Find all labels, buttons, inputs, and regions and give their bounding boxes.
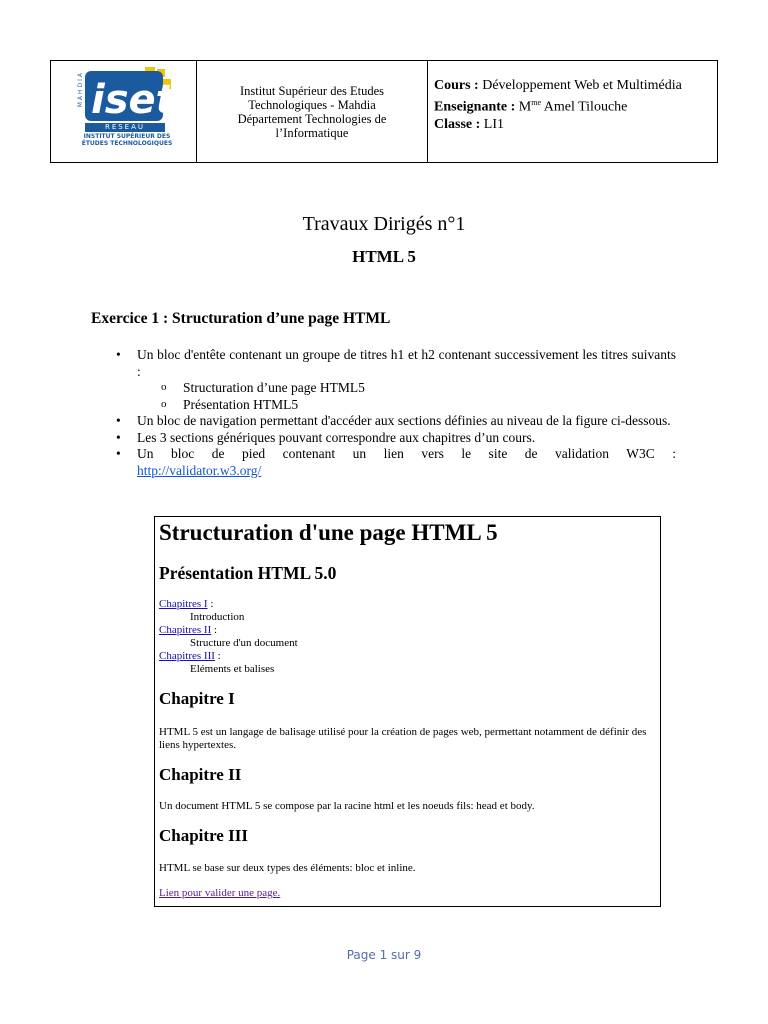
class-label: Classe :	[434, 116, 481, 132]
chapter-2-title: Chapitre II	[159, 765, 242, 784]
validate-page-link[interactable]: Lien pour valider une page.	[159, 887, 281, 899]
teacher-label: Enseignante :	[434, 99, 516, 115]
nav-link[interactable]: Chapitres I	[159, 598, 208, 610]
teacher-line	[434, 94, 711, 116]
page-subtitle: HTML 5	[352, 247, 416, 266]
list-item: • Un bloc d'entête contenant un groupe de titres h1 et h2 contenant successivement les titres suivants :	[116, 347, 676, 380]
logo-reseau: RESEAU	[85, 123, 165, 132]
chapter-1-text: HTML 5 est un langage de balisage utilisé pour la création de pages web, permettant notamment de définir des liens hypertextes.	[159, 726, 647, 751]
nav-item: Introduction	[190, 611, 245, 623]
header-table	[50, 60, 718, 163]
chapter-3-text: HTML se base sur deux types des éléments: bloc et inline.	[159, 862, 416, 874]
institute-cell	[197, 61, 428, 162]
validator-link[interactable]: http://validator.w3.org/	[137, 462, 262, 478]
nav-sep: :	[207, 598, 214, 610]
sub-list-item: o Présentation HTML5	[116, 397, 676, 414]
nav-entry	[159, 624, 649, 637]
instruction-list	[116, 347, 676, 479]
figure-footer	[159, 887, 655, 900]
teacher-prefix: M	[515, 99, 532, 115]
course-line	[434, 77, 711, 94]
course-value: Développement Web et Multimédia	[478, 78, 682, 93]
logo-vertical-text: MAHDIA	[77, 71, 84, 108]
page-number: Page 1 sur 9	[346, 948, 422, 962]
exercise-title: Exercice 1 : Structuration d’une page HTML	[91, 310, 391, 327]
list-item-text: Un bloc de pied contenant un lien vers le site de validation W3C :	[137, 446, 676, 461]
nav-link[interactable]: Chapitres II	[159, 624, 212, 636]
class-line	[434, 116, 711, 133]
teacher-sup: me	[531, 98, 542, 107]
class-value: LI1	[480, 116, 504, 132]
example-figure	[154, 516, 661, 907]
logo-cell	[51, 61, 197, 162]
iset-logo	[75, 65, 195, 153]
teacher-name: Amel Tilouche	[541, 99, 628, 115]
institute-line: Technologiques - Mahdia	[248, 97, 376, 112]
nav-entry	[159, 650, 649, 663]
sub-list-item: o Structuration d’une page HTML5	[116, 380, 676, 397]
svg-text:iset: iset	[91, 77, 175, 123]
logo-subtitle: INSTITUT SUPÉRIEUR DES ÉTUDES TECHNOLOGIQUES	[81, 133, 173, 147]
nav-item: Structure d'un document	[190, 637, 298, 649]
figure-h2: Présentation HTML 5.0	[159, 563, 337, 583]
nav-entry	[159, 598, 649, 611]
institute-line: Institut Supérieur des Etudes	[239, 83, 385, 98]
nav-sep: :	[214, 650, 221, 662]
figure-nav	[159, 598, 649, 676]
chapter-1-title: Chapitre I	[159, 689, 235, 708]
chapter-2-text: Un document HTML 5 se compose par la racine html et les noeuds fils: head et body.	[159, 800, 535, 812]
list-item: • Les 3 sections génériques pouvant correspondre aux chapitres d’un cours.	[116, 430, 676, 447]
nav-item: Eléments et balises	[190, 663, 275, 675]
chapter-3-title: Chapitre III	[159, 826, 248, 845]
institute-line: l’Informatique	[275, 125, 349, 140]
figure-h1: Structuration d'une page HTML 5	[159, 520, 498, 545]
list-item: • Un bloc de navigation permettant d'accéder aux sections définies au niveau de la figure ci-dessous.	[116, 413, 676, 430]
logo-mark-icon	[83, 65, 193, 125]
list-item	[116, 446, 676, 463]
course-cell	[428, 61, 717, 162]
nav-sep: :	[211, 624, 218, 636]
validator-link-row	[116, 463, 676, 480]
institute-line: Département Technologies de	[237, 111, 387, 126]
page-title: Travaux Dirigés n°1	[302, 213, 466, 235]
course-label: Cours :	[434, 78, 479, 93]
nav-link[interactable]: Chapitres III	[159, 650, 215, 662]
